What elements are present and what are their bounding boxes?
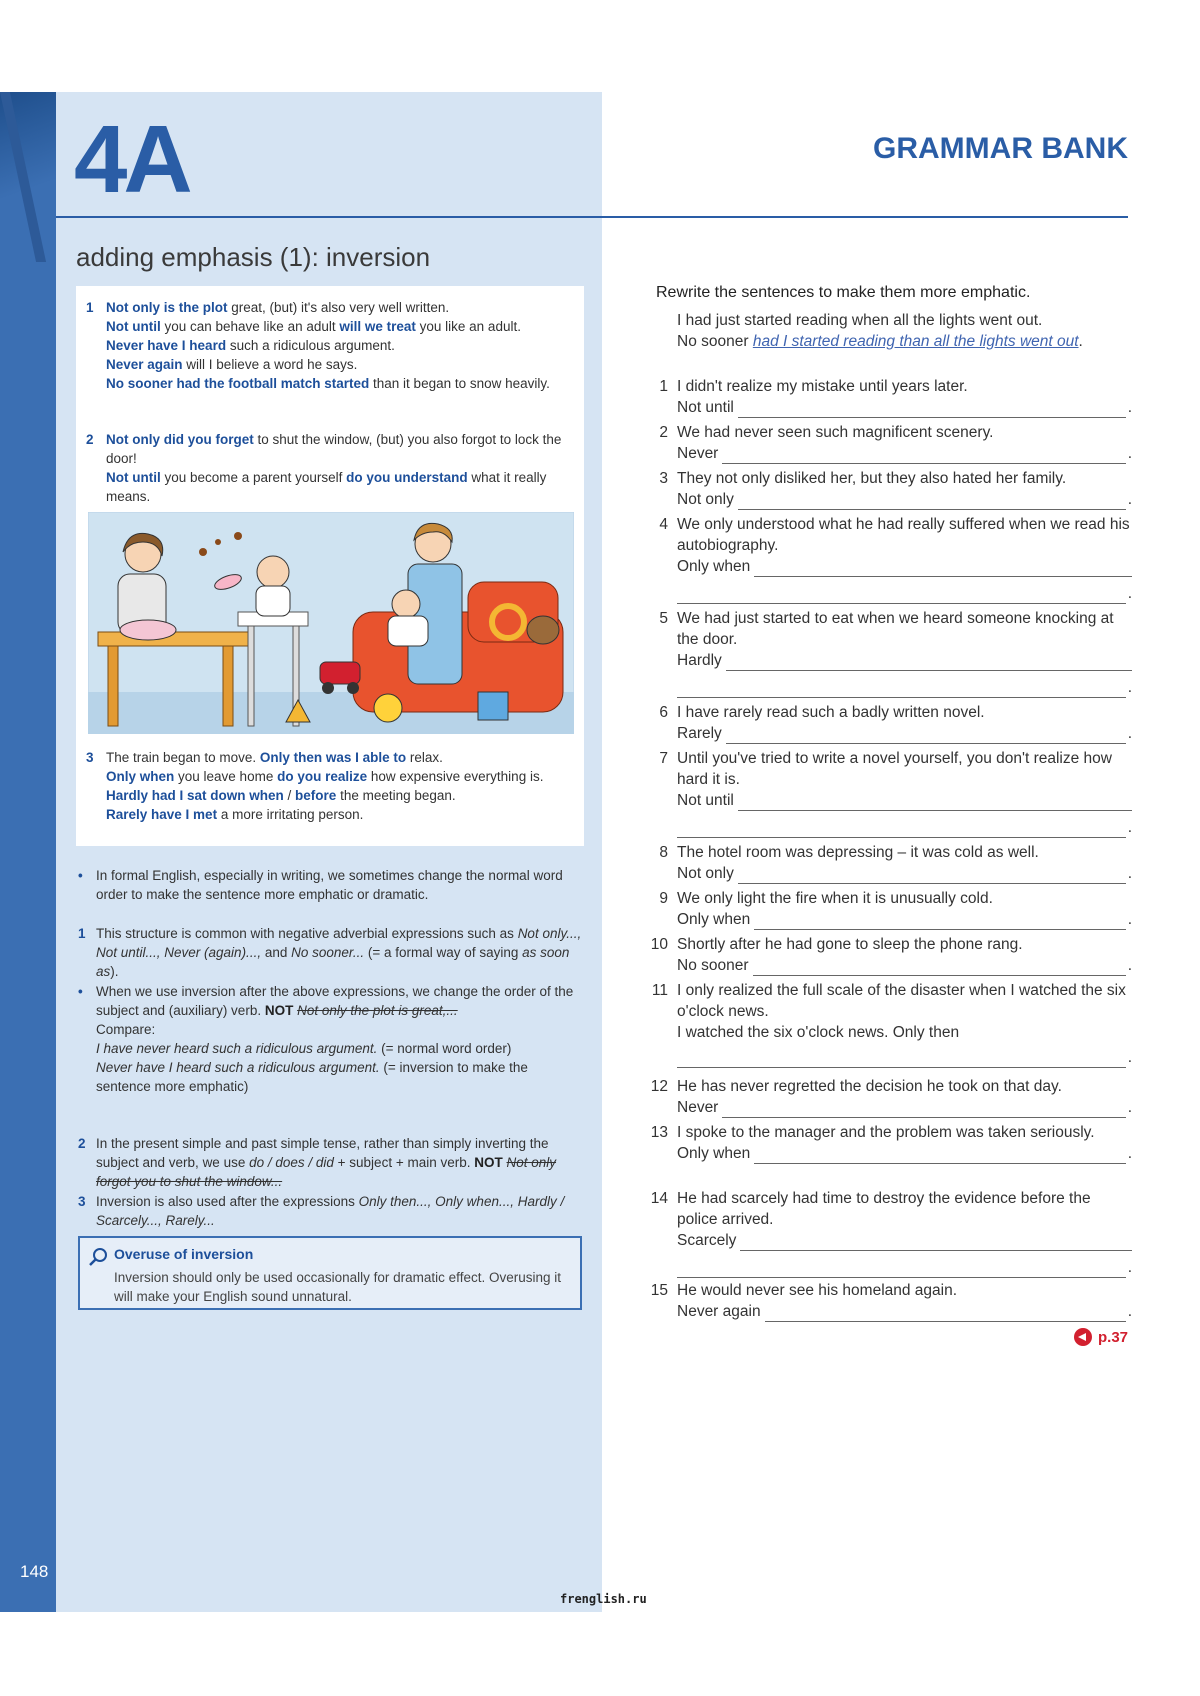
exercise-item-5: 5 We had just started to eat when we heard someone knocking at the door. Hardly . [659,610,1132,696]
answer-line[interactable] [738,493,1126,510]
tip-box [78,1236,582,1310]
page-number: 148 [20,1562,49,1581]
exercise-item-4: 4 We only understood what he had really suffered when we read his autobiography. Only when . [659,516,1132,602]
example-item: I had just started reading when all the lights went out. No sooner had I started reading than all the lights went out. [677,312,1083,350]
group-number: 3 [86,750,94,765]
group-number: 2 [86,432,94,447]
example-group-1: 1 Not only is the plot great, (but) it's also very well written. Not until you can behave like an adult will we treat you like an adult. Never have I heard such a ridiculous argument. Never again will I believe a word he says. No sooner had the football match started than it began to snow heavily. [86,300,550,391]
answer-line[interactable] [677,1259,1126,1278]
answer-line[interactable] [677,1049,1126,1068]
answer-line[interactable] [726,654,1132,671]
footer-site: frenglish.ru [560,1592,647,1606]
tip-text: Inversion should only be used occasionally for dramatic effect. Overusing it will make your English sound unnatural. [114,1270,561,1304]
exercise-item-14: 14 He had scarcely had time to destroy the evidence before the police arrived. Scarcely . [650,1190,1132,1276]
answer-line[interactable] [722,1101,1125,1118]
tip-title: Overuse of inversion [114,1246,254,1262]
header-divider [56,216,1128,218]
exercise-item-8: 8 The hotel room was depressing – it was cold as well. Not only . [659,844,1132,882]
exercise-item-1: 1 I didn't realize my mistake until years later. Not until . [659,378,1132,416]
note-only-then: 3 Inversion is also used after the expressions Only then..., Only when..., Hardly / Scarcely..., Rarely... [78,1194,565,1228]
exercise-item-10: 10 Shortly after he had gone to sleep the phone rang. No sooner . [650,936,1132,974]
exercise-item-9: 9 We only light the fire when it is unusually cold. Only when . [659,890,1132,928]
page-title: adding emphasis (1): inversion [76,242,431,272]
note-structure-common: 1 This structure is common with negative adverbial expressions such as Not only..., Not until..., Never (again)..., and No sooner... (= a formal way of saying as soon as). [78,926,582,979]
exercise-item-13: 13 I spoke to the manager and the problem was taken seriously. Only when . [650,1124,1132,1162]
sample-answer: had I started reading than all the lights went out [752,333,1079,350]
cartoon-illustration [88,512,574,734]
note-word-order: • When we use inversion after the above expressions, we change the order of the subject and (auxiliary) verb. NOT Not only the plot is great,... Compare: I have never heard such a ridiculous argument. (= normal word order) Never have I heard such a ridiculous argument. (= inversion to make the sentence more emphatic) [78,984,574,1094]
answer-line[interactable] [765,1305,1126,1322]
answer-line[interactable] [753,959,1126,976]
answer-line[interactable] [754,913,1125,930]
example-group-2: 2 Not only did you forget to shut the window, (but) you also forgot to lock the door! Not until you become a parent yourself do you understand what it really means. [86,432,562,504]
note-do-does-did: 2 In the present simple and past simple tense, rather than simply inverting the subject and verb, we use do / does / did + subject + main verb. NOT Not only forgot you to shut the window... [78,1136,557,1189]
answer-line[interactable] [677,585,1126,604]
page-reference-label: p.37 [1097,1328,1128,1346]
exercise-instruction: Rewrite the sentences to make them more emphatic. [656,284,1031,301]
answer-line[interactable] [740,1234,1132,1251]
answer-line[interactable] [722,447,1125,464]
answer-line[interactable] [677,819,1126,838]
section-label: GRAMMAR BANK [873,132,1128,165]
exercise-item-2: 2 We had never seen such magnificent scenery. Never . [659,424,1132,462]
exercise-item-6: 6 I have rarely read such a badly written novel. Rarely . [659,704,1132,742]
page-reference-link[interactable] [1074,1328,1128,1346]
magnifier-icon [88,1246,110,1268]
example-group-3: 3 The train began to move. Only then was I able to relax. Only when you leave home do you realize how expensive everything is. Hardly had I sat down when / before the meeting began. Rarely have I met a more irritating person. [86,750,544,822]
exercise-item-3: 3 They not only disliked her, but they also hated her family. Not only . [659,470,1132,508]
answer-line[interactable] [726,727,1126,744]
answer-line[interactable] [738,401,1126,418]
answer-line[interactable] [738,867,1126,884]
unit-number: 4A [74,106,189,213]
exercise-item-15: 15 He would never see his homeland again. Never again . [650,1282,1132,1320]
answer-line[interactable] [754,560,1132,577]
answer-line[interactable] [738,794,1132,811]
side-color-strip [0,92,56,1612]
exercise-item-12: 12 He has never regretted the decision he took on that day. Never . [650,1078,1132,1116]
answer-line[interactable] [754,1147,1125,1164]
note-formal-english: • In formal English, especially in writing, we sometimes change the normal word order to make the sentence more emphatic or dramatic. [78,868,563,902]
exercise-item-7: 7 Until you've tried to write a novel yourself, you don't realize how hard it is. Not until . [659,750,1132,836]
answer-line[interactable] [677,679,1126,698]
exercise-item-11: 11 I only realized the full scale of the disaster when I watched the six o'clock news. I watched the six o'clock news. Only then . [651,982,1132,1066]
arrow-left-icon [1074,1328,1092,1346]
group-number: 1 [86,300,94,315]
